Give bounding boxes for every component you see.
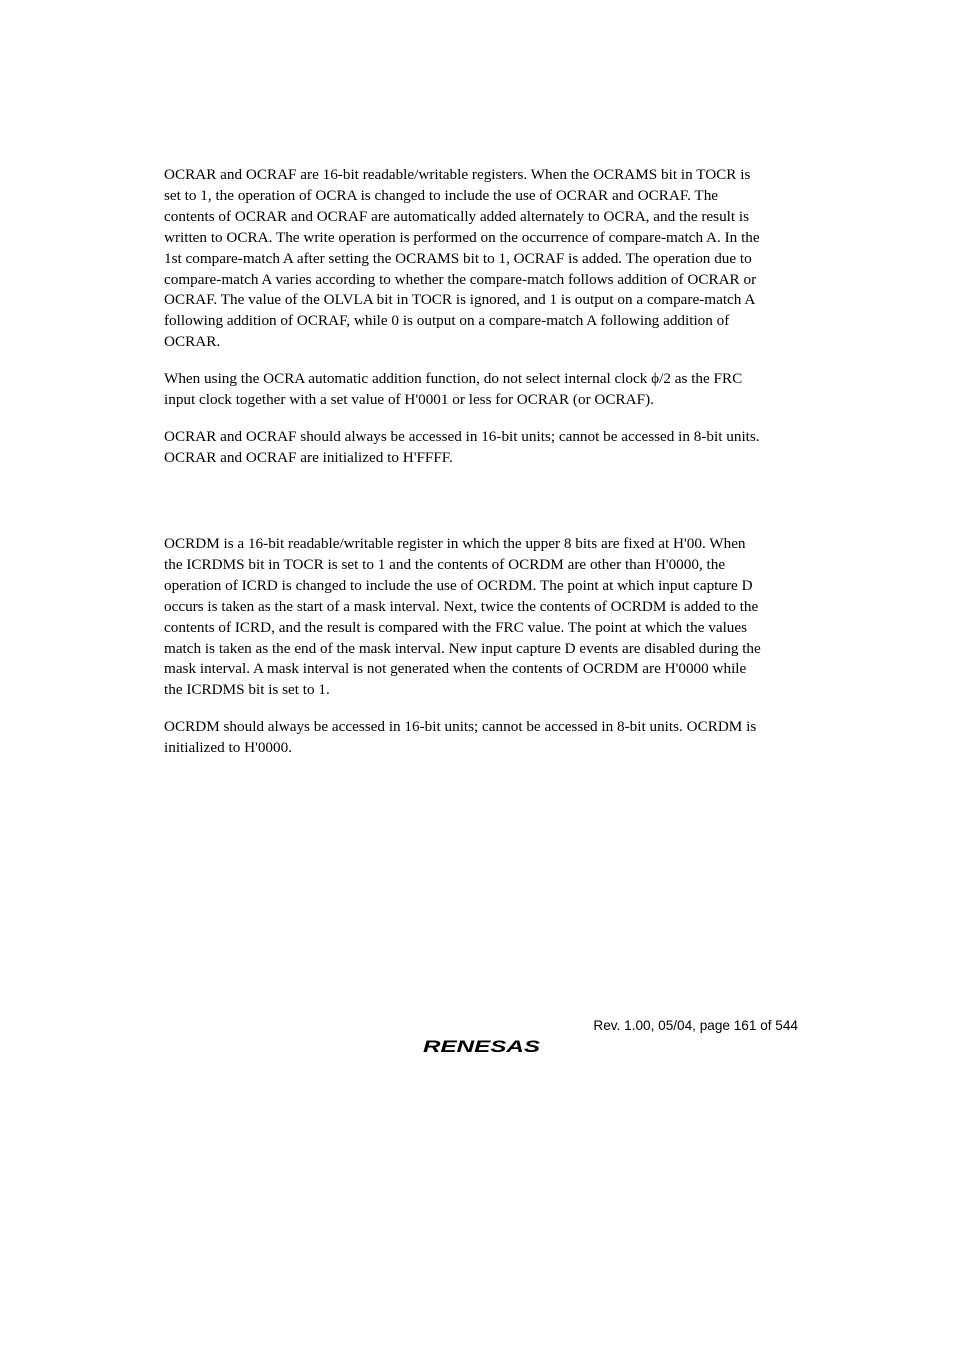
text-line: compare-match A varies according to whether the compare-match follows addition of OCRAR or	[164, 270, 757, 288]
paragraph-ocrdm-access	[164, 717, 798, 759]
text-line: OCRDM is a 16-bit readable/writable register in which the upper 8 bits are fixed at H'00. When	[164, 535, 746, 552]
text-line: written to OCRA. The write operation is performed on the occurrence of compare-match A. In the	[164, 228, 760, 246]
text-line: set to 1, the operation of OCRA is changed to include the use of OCRAR and OCRAF. The	[164, 186, 719, 204]
logo-wordmark: RENESAS	[423, 1037, 541, 1056]
text-line: OCRDM should always be accessed in 16-bit units; cannot be accessed in 8-bit units. OCRDM is	[164, 718, 757, 735]
text-line: 1st compare-match A after setting the OCRAMS bit to 1, OCRAF is added. The operation due to	[164, 249, 752, 267]
text-line: the ICRDMS bit in TOCR is set to 1 and the contents of OCRDM are other than H'0000, the	[164, 555, 726, 573]
paragraph-ocrar-ocraf-description	[164, 165, 798, 353]
paragraph-automatic-addition-note	[164, 369, 798, 411]
text-line: initialized to H'0000.	[164, 738, 293, 756]
renesas-logo	[422, 1036, 542, 1056]
text-line: OCRAR and OCRAF are initialized to H'FFFF.	[164, 448, 453, 466]
paragraph-ocrar-ocraf-access	[164, 427, 798, 469]
text-line: following addition of OCRAF, while 0 is output on a compare-match A following addition of	[164, 312, 730, 330]
text-line: match is taken as the end of the mask interval. New input capture D events are disabled during the	[164, 639, 761, 657]
text-line: occurs is taken as the start of a mask interval. Next, twice the contents of OCRDM is added to the	[164, 597, 759, 615]
paragraph-ocrdm-description	[164, 534, 798, 701]
text-line: When using the OCRA automatic addition function, do not select internal clock ϕ/2 as the FRC	[164, 370, 743, 387]
text-line: input clock together with a set value of H'0001 or less for OCRAR (or OCRAF).	[164, 390, 654, 408]
text-line: operation of ICRD is changed to include the use of OCRDM. The point at which input capture D	[164, 576, 753, 594]
page-footer-info: Rev. 1.00, 05/04, page 161 of 544	[593, 1018, 798, 1033]
text-line: OCRAR and OCRAF should always be accessed in 16-bit units; cannot be accessed in 8-bit units.	[164, 428, 760, 445]
text-line: OCRAR.	[164, 333, 221, 351]
text-line: OCRAF. The value of the OLVLA bit in TOCR is ignored, and 1 is output on a compare-match A	[164, 291, 756, 309]
text-line: OCRAR and OCRAF are 16-bit readable/writable registers. When the OCRAMS bit in TOCR is	[164, 166, 751, 183]
text-line: the ICRDMS bit is set to 1.	[164, 681, 330, 699]
text-line: contents of OCRAR and OCRAF are automatically added alternately to OCRA, and the result is	[164, 207, 750, 225]
text-line: mask interval. A mask interval is not generated when the contents of OCRDM are H'0000 while	[164, 660, 747, 678]
text-line: contents of ICRD, and the result is compared with the FRC value. The point at which the values	[164, 618, 748, 636]
